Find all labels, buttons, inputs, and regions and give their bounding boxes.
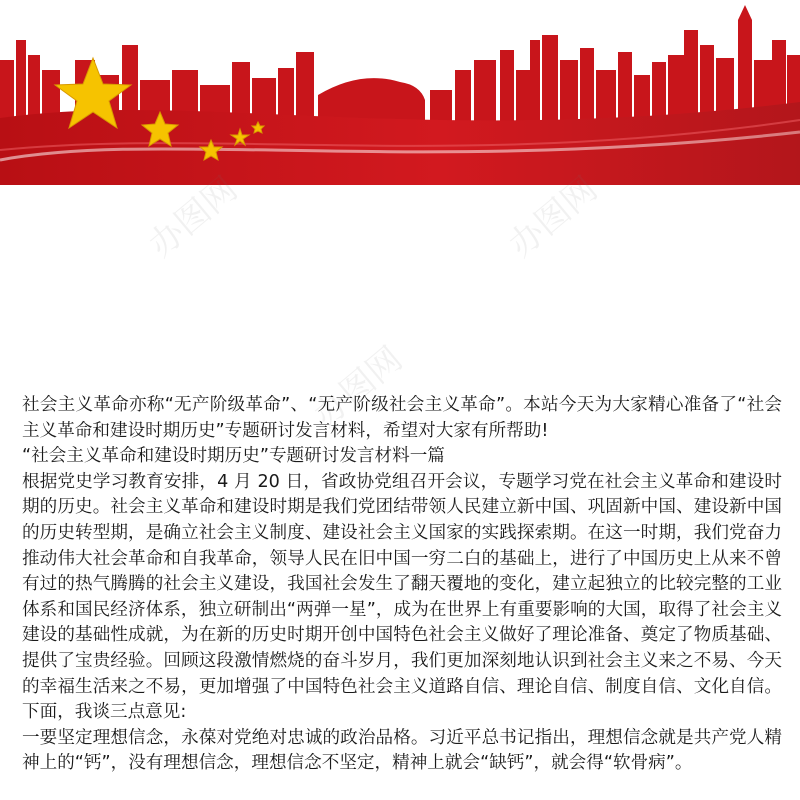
article-body — [22, 393, 782, 777]
body-paragraph: 一要坚定理想信念，永葆对党绝对忠诚的政治品格。习近平总书记指出，理想信念就是共产党人精神上的“钙”，没有理想信念，理想信念不坚定，精神上就会“缺钙”，就会得“软骨病”。 — [22, 727, 782, 774]
body-paragraph: 根据党史学习教育安排，4 月 20 日，省政协党组召开会议，专题学习党在社会主义革命和建设时期的历史。社会主义革命和建设时期是我们党团结带领人民建立新中国、巩固新中国、建设新中国的历史转型期，是确立社会主义制度、建设社会主义国家的实践探索期。在这一时期，我们党奋力推动伟大社会革命和自我革命，领导人民在旧中国一穷二白的基础上，进行了中国历史上从来不曾有过的热气腾腾的社会主义建设，我国社会发生了翻天覆地的变化，建立起独立的比较完整的工业体系和国民经济体系，独立研制出“两弹一星”，成为在世界上有重要影响的大国，取得了社会主义建设的基础性成就，为在新的历史时期开创中国特色社会主义做好了理论准备、奠定了物质基础、提供了宝贵经验。回顾这段激情燃烧的奋斗岁月，我们更加深刻地认识到社会主义来之不易、今天的幸福生活来之不易，更加增强了中国特色社会主义道路自信、理论自信、制度自信、文化自信。下面，我谈三点意见: — [22, 471, 782, 723]
header-banner — [0, 0, 800, 185]
article-title: “社会主义革命和建设时期历史”专题研讨发言材料一篇 — [22, 446, 445, 467]
watermark: 办图网 — [501, 169, 606, 266]
intro-paragraph: 社会主义革命亦称“无产阶级革命”、“无产阶级社会主义革命”。本站今天为大家精心准备了“社会主义革命和建设时期历史”专题研讨发言材料，希望对大家有所帮助! — [22, 395, 782, 441]
watermark: 办图网 — [306, 339, 411, 436]
watermark: 办图网 — [141, 169, 246, 266]
